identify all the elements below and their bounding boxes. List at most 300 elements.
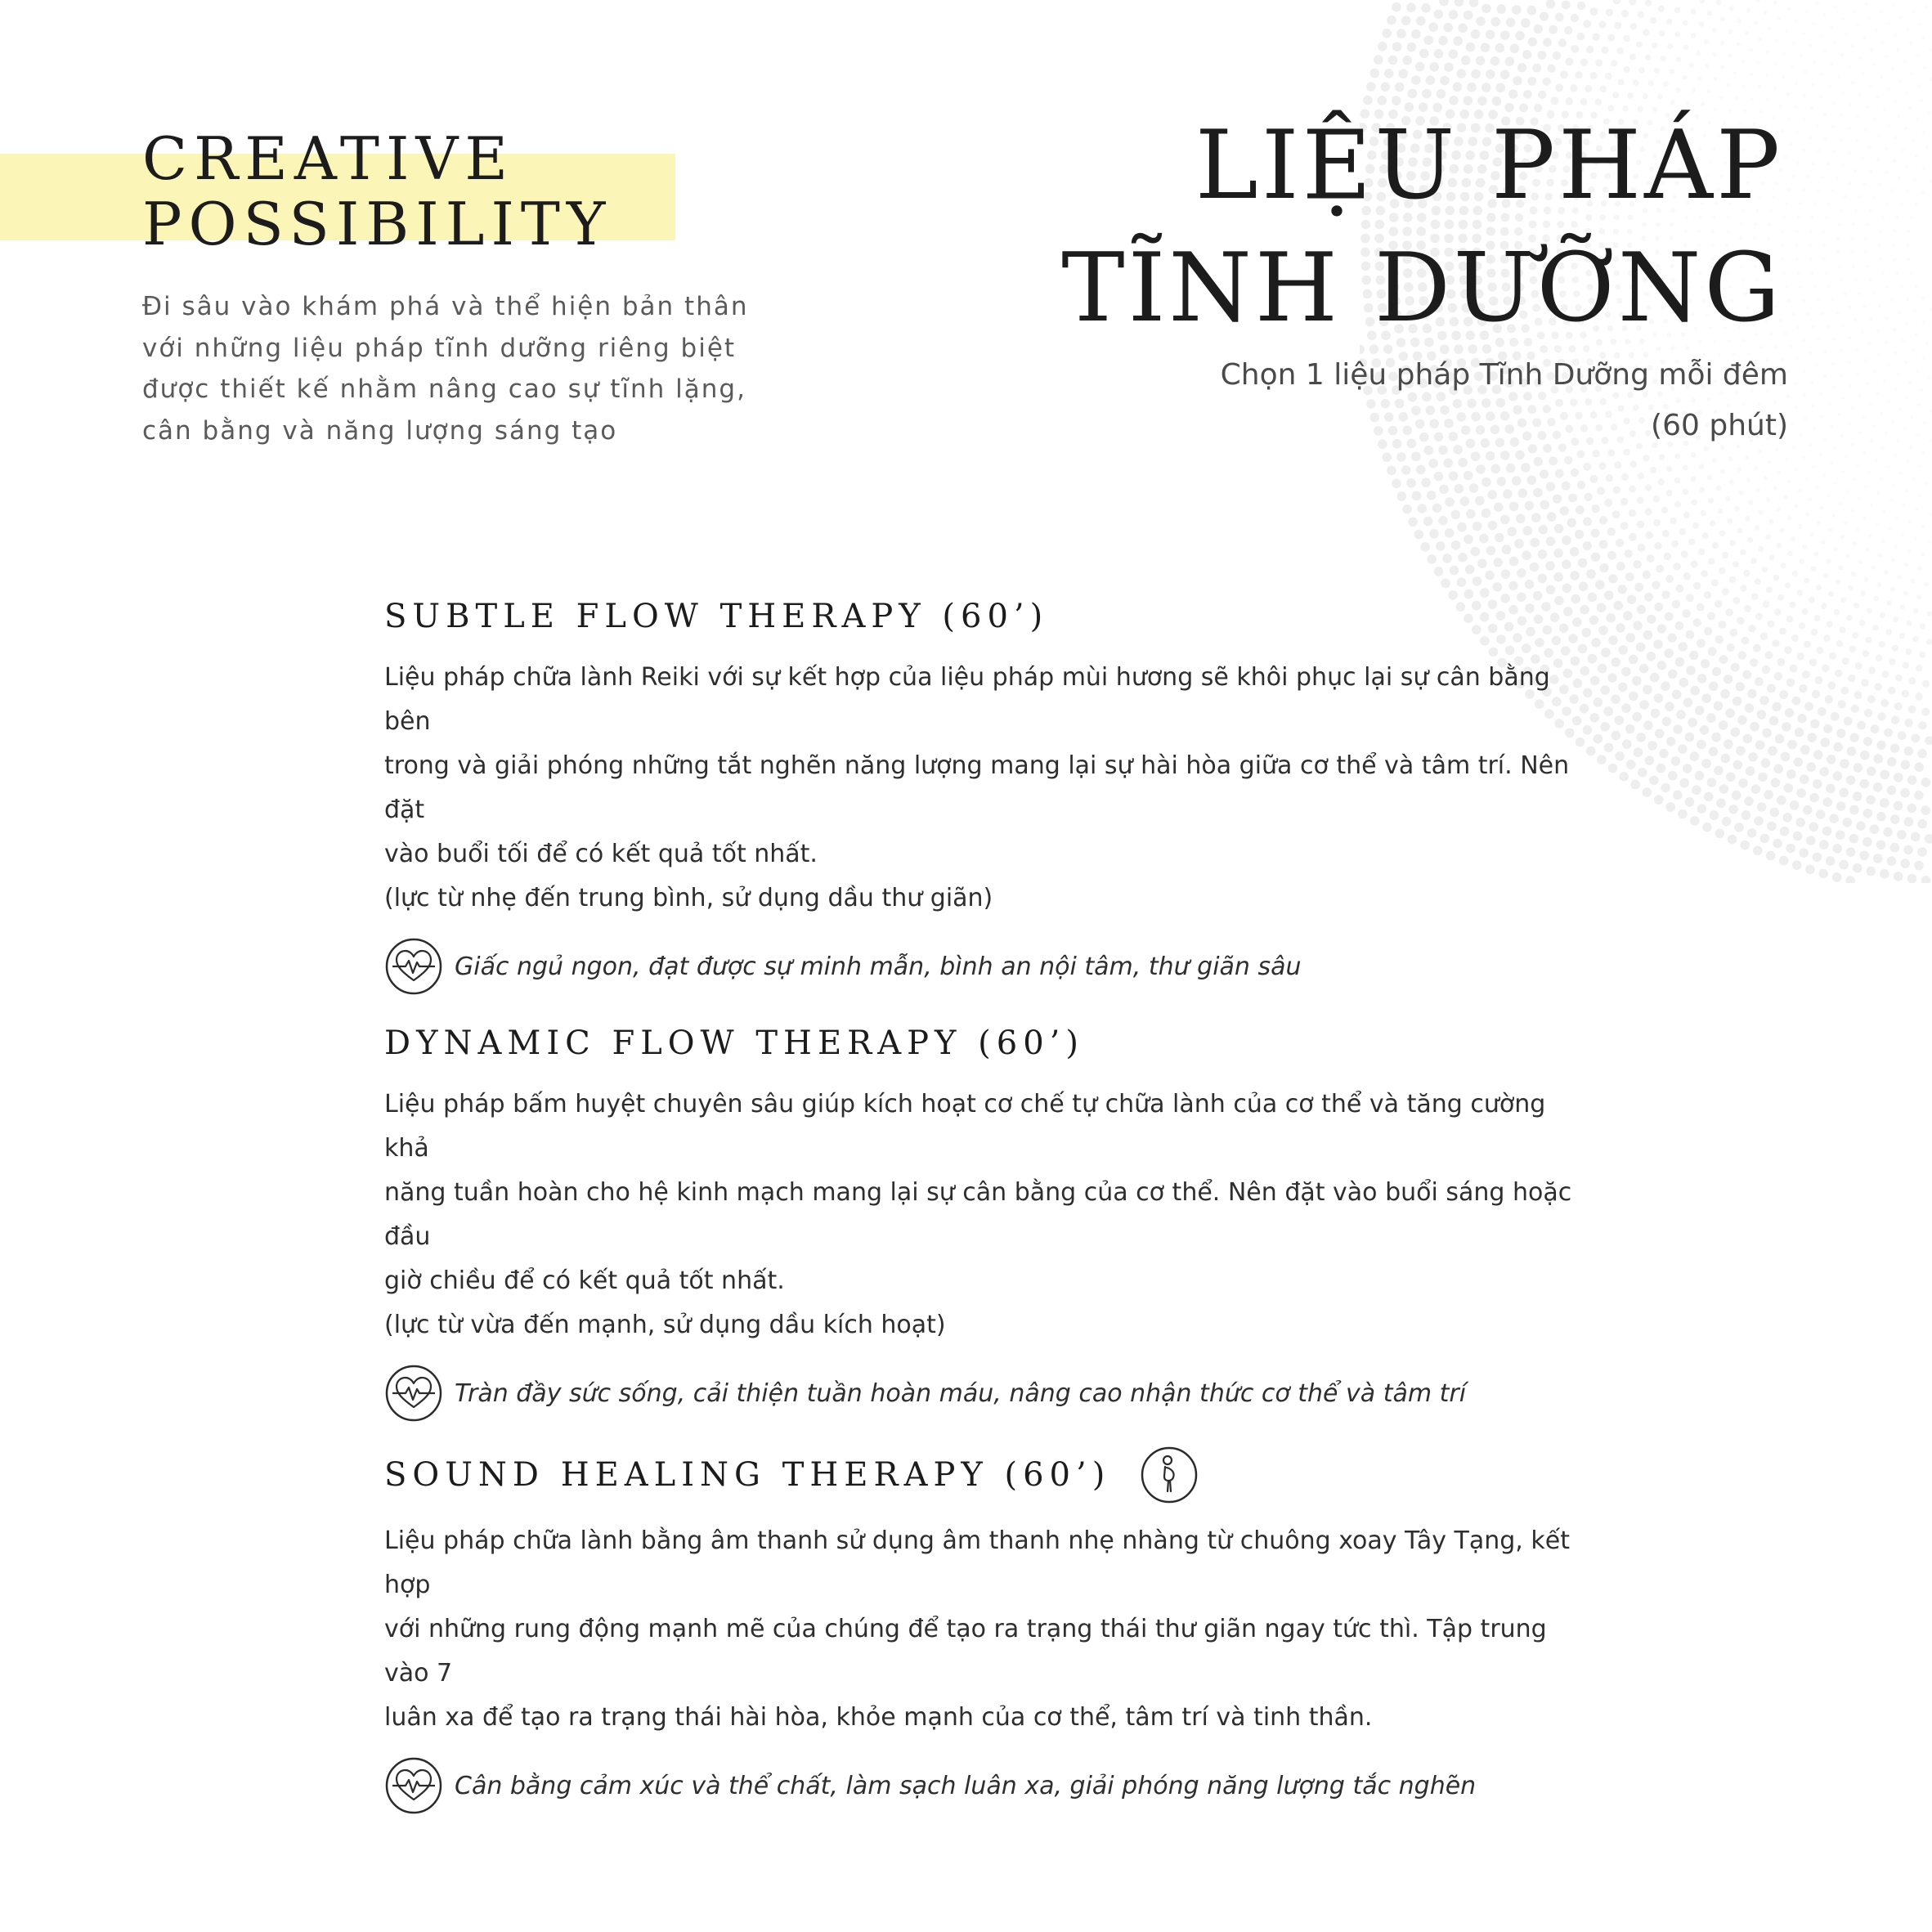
decorative-dot — [1805, 865, 1815, 875]
decorative-dot — [1764, 476, 1768, 480]
decorative-dot — [1858, 195, 1861, 199]
decorative-dot — [1670, 69, 1675, 74]
decorative-dot — [1773, 63, 1777, 66]
decorative-dot — [1620, 522, 1629, 530]
decorative-dot — [1555, 12, 1564, 21]
decorative-dot — [1910, 415, 1913, 419]
decorative-dot — [1765, 74, 1768, 77]
decorative-dot — [1734, 506, 1740, 512]
decorative-dot — [1821, 312, 1824, 315]
decorative-dot — [1643, 29, 1649, 36]
decorative-dot — [1656, 565, 1664, 573]
decorative-dot — [1811, 404, 1814, 407]
decorative-dot — [1654, 795, 1664, 805]
decorative-dot — [1592, 33, 1599, 40]
decorative-dot — [1898, 79, 1902, 83]
decorative-dot — [1614, 461, 1621, 468]
decorative-dot — [1795, 468, 1798, 471]
decorative-dot — [1758, 546, 1764, 552]
decorative-dot — [1486, 451, 1495, 461]
decorative-dot — [1767, 822, 1777, 832]
decorative-dot — [1840, 535, 1845, 539]
decorative-dot — [1873, 754, 1883, 764]
decorative-dot — [1382, 29, 1392, 38]
decorative-dot — [1750, 722, 1759, 732]
decorative-dot — [1803, 393, 1806, 397]
decorative-dot — [1615, 715, 1625, 725]
decorative-dot — [1620, 498, 1628, 505]
decorative-dot — [1500, 69, 1510, 79]
decorative-dot — [1809, 793, 1819, 803]
decorative-dot — [1814, 552, 1819, 557]
decorative-dot — [1868, 209, 1871, 213]
decorative-dot — [1921, 36, 1925, 39]
decorative-dot — [1780, 827, 1790, 836]
decorative-dot — [1654, 542, 1661, 549]
decorative-dot — [1818, 707, 1827, 716]
decorative-dot — [1885, 55, 1888, 58]
decorative-dot — [1627, 92, 1634, 99]
decorative-dot — [1809, 443, 1813, 446]
decorative-dot — [1466, 43, 1476, 52]
decorative-dot — [1822, 50, 1826, 53]
decorative-dot — [1845, 876, 1855, 883]
decorative-dot — [1894, 351, 1897, 354]
decorative-dot — [1612, 510, 1620, 518]
decorative-dot — [1908, 520, 1912, 523]
decorative-dot — [1591, 529, 1600, 538]
decorative-dot — [1905, 648, 1912, 655]
decorative-dot — [1893, 159, 1896, 163]
decorative-dot — [1803, 805, 1813, 815]
decorative-dot — [1919, 652, 1925, 658]
decorative-dot — [1406, 478, 1416, 488]
decorative-dot — [1546, 536, 1556, 546]
decorative-dot — [1921, 451, 1925, 455]
decorative-dot — [1753, 846, 1763, 856]
decorative-dot — [1797, 714, 1806, 723]
decorative-dot — [1726, 83, 1730, 87]
decorative-dot — [1387, 16, 1396, 25]
decorative-dot — [1866, 796, 1876, 805]
decorative-dot — [1869, 170, 1872, 173]
decorative-dot — [1527, 6, 1537, 16]
decorative-dot — [1906, 244, 1909, 247]
decorative-dot — [1711, 733, 1721, 742]
decorative-dot — [1366, 82, 1376, 92]
decorative-dot — [1796, 216, 1800, 219]
decorative-dot — [1644, 593, 1653, 602]
decorative-dot — [1889, 498, 1893, 501]
decorative-dot — [1831, 125, 1835, 128]
decorative-dot — [1858, 559, 1863, 564]
decorative-dot — [1881, 670, 1889, 678]
decorative-dot — [1921, 524, 1925, 527]
decorative-dot — [1792, 446, 1795, 449]
decorative-dot — [1683, 512, 1690, 518]
decorative-dot — [1799, 622, 1806, 630]
decorative-dot — [1518, 489, 1528, 499]
decorative-dot — [1401, 16, 1411, 25]
decorative-dot — [1833, 446, 1836, 450]
decorative-dot — [1664, 648, 1674, 658]
decorative-dot — [1638, 768, 1647, 778]
decorative-dot — [1714, 702, 1724, 711]
decorative-dot — [1450, 566, 1459, 576]
decorative-dot — [1817, 338, 1820, 341]
decorative-dot — [1853, 863, 1863, 873]
decorative-dot — [1481, 4, 1491, 14]
decorative-dot — [1885, 285, 1888, 289]
decorative-dot — [1760, 834, 1770, 844]
decorative-dot — [1622, 739, 1632, 749]
decorative-dot — [1762, 666, 1770, 674]
decorative-dot — [1679, 778, 1689, 788]
decorative-dot — [1473, 576, 1482, 586]
decorative-dot — [1885, 316, 1888, 320]
decorative-dot — [1889, 658, 1896, 666]
decorative-dot — [1580, 58, 1588, 65]
decorative-dot — [1799, 202, 1802, 205]
decorative-dot — [1719, 531, 1726, 537]
decorative-dot — [1667, 634, 1676, 643]
decorative-dot — [1813, 60, 1816, 63]
decorative-dot — [1719, 96, 1724, 100]
decorative-dot — [1894, 872, 1903, 881]
decorative-dot — [1685, 797, 1695, 807]
therapy-description — [384, 1083, 1594, 1347]
decorative-dot — [1744, 796, 1754, 806]
decorative-dot — [1809, 658, 1817, 666]
decorative-dot — [1905, 489, 1908, 492]
decorative-dot — [1706, 713, 1716, 723]
decorative-dot — [1927, 377, 1930, 380]
decorative-dot — [1809, 136, 1812, 139]
decorative-dot — [1426, 75, 1436, 85]
decorative-dot — [1777, 796, 1786, 805]
decorative-dot — [1893, 258, 1896, 261]
decorative-dot — [1707, 11, 1713, 16]
decorative-dot — [1691, 452, 1697, 458]
decorative-dot — [1899, 633, 1906, 639]
decorative-dot — [1901, 338, 1904, 342]
decorative-dot — [1782, 52, 1786, 55]
decorative-dot — [1395, 83, 1405, 92]
decorative-dot — [1785, 458, 1788, 461]
decorative-dot — [1645, 531, 1652, 539]
decorative-dot — [1890, 298, 1894, 302]
decorative-dot — [1494, 503, 1504, 513]
decorative-dot — [1647, 554, 1655, 563]
decorative-dot — [1826, 558, 1831, 563]
decorative-dot — [1816, 647, 1823, 654]
decorative-dot — [1787, 740, 1797, 750]
decorative-dot — [1501, 569, 1511, 579]
decorative-dot — [1891, 715, 1899, 724]
decorative-dot — [1864, 359, 1867, 362]
decorative-dot — [1438, 36, 1448, 46]
decorative-dot — [1791, 536, 1795, 541]
decorative-dot — [1820, 737, 1830, 747]
decorative-dot — [1616, 47, 1624, 54]
decorative-dot — [1811, 566, 1817, 572]
decorative-dot — [1876, 741, 1885, 750]
decorative-dot — [1823, 112, 1827, 115]
decorative-dot — [1922, 167, 1925, 170]
therapy-description — [384, 1519, 1594, 1740]
decorative-dot — [1795, 382, 1798, 385]
decorative-dot — [1773, 764, 1783, 774]
decorative-dot — [1434, 9, 1444, 19]
decorative-dot — [1537, 51, 1546, 60]
decorative-dot — [1858, 394, 1862, 397]
page-subtitle — [1221, 350, 1788, 451]
decorative-dot — [1775, 734, 1785, 744]
decorative-dot — [1804, 641, 1811, 648]
decorative-dot — [1805, 513, 1809, 517]
decorative-dot — [1637, 497, 1644, 504]
decorative-dot — [1691, 476, 1697, 482]
decorative-dot — [1853, 477, 1856, 481]
page-title-line1: LIỆU PHÁP — [1195, 110, 1783, 221]
decorative-dot — [1917, 847, 1927, 857]
decorative-dot — [1577, 451, 1585, 459]
decorative-dot — [1476, 464, 1486, 474]
decorative-dot — [1823, 13, 1827, 16]
decorative-dot — [1709, 682, 1719, 692]
decorative-dot — [1724, 739, 1733, 749]
decorative-dot — [1691, 33, 1697, 38]
decorative-dot — [1726, 773, 1736, 782]
decorative-dot — [1832, 844, 1842, 854]
decorative-dot — [1770, 808, 1780, 818]
decorative-dot — [1755, 525, 1760, 531]
decorative-dot — [1838, 565, 1843, 570]
decorative-dot — [1621, 473, 1629, 481]
decorative-dot — [1747, 689, 1756, 698]
decorative-dot — [1840, 53, 1844, 56]
decorative-dot — [1754, 466, 1758, 470]
decorative-dot — [1493, 582, 1503, 592]
decorative-dot — [1683, 489, 1689, 495]
decorative-dot — [1658, 6, 1665, 12]
decorative-dot — [1816, 486, 1819, 489]
decorative-dot — [1904, 719, 1912, 727]
decorative-dot — [1414, 530, 1424, 540]
decorative-dot — [1632, 676, 1642, 686]
decorative-dot — [1755, 740, 1765, 750]
decorative-dot — [1754, 816, 1764, 826]
decorative-dot — [1748, 625, 1755, 632]
decorative-dot — [1841, 91, 1845, 94]
decorative-dot — [1846, 775, 1856, 785]
decorative-dot — [1928, 512, 1931, 515]
decorative-dot — [1487, 490, 1497, 500]
decorative-dot — [1803, 118, 1806, 121]
decorative-dot — [1908, 381, 1912, 384]
decorative-dot — [1824, 137, 1827, 140]
page-title-line2: TĨNH DƯỠNG — [1061, 233, 1783, 343]
decorative-dot — [1665, 702, 1674, 711]
decorative-dot — [1673, 791, 1683, 800]
decorative-dot — [1883, 827, 1893, 837]
decorative-dot — [1675, 657, 1685, 667]
therapy-pressure-note: (lực từ vừa đến mạnh, sử dụng dầu kích hoạt) — [384, 1311, 946, 1339]
decorative-dot — [1476, 56, 1486, 65]
decorative-dot — [1903, 661, 1910, 669]
decorative-dot — [1777, 594, 1784, 601]
decorative-dot — [1722, 588, 1729, 595]
decorative-dot — [1384, 69, 1394, 78]
decorative-dot — [1895, 515, 1898, 518]
decorative-dot — [1408, 89, 1418, 99]
decorative-dot — [1451, 540, 1461, 550]
decorative-dot — [1399, 69, 1409, 78]
decorative-dot — [1786, 616, 1794, 623]
decorative-dot — [1856, 822, 1866, 832]
decorative-dot — [1840, 278, 1843, 281]
decorative-dot — [1813, 779, 1822, 789]
decorative-dot — [1493, 558, 1503, 567]
decorative-dot — [1833, 41, 1836, 44]
decorative-dot — [1745, 516, 1750, 522]
decorative-dot — [1712, 52, 1717, 57]
decorative-dot — [1745, 455, 1749, 459]
decorative-dot — [1897, 311, 1900, 314]
decorative-dot — [1650, 17, 1656, 24]
decorative-dot — [1887, 757, 1897, 767]
decorative-dot — [1768, 27, 1772, 31]
decorative-dot — [1841, 397, 1845, 400]
decorative-dot — [1719, 784, 1729, 794]
decorative-dot — [1396, 29, 1406, 38]
decorative-dot — [1809, 230, 1812, 233]
decorative-dot — [1598, 664, 1607, 674]
decorative-dot — [1643, 787, 1652, 797]
decorative-dot — [1922, 130, 1925, 133]
decorative-dot — [1897, 114, 1900, 118]
decorative-dot — [1672, 690, 1682, 700]
decorative-dot — [1451, 510, 1461, 520]
decorative-dot — [1769, 716, 1779, 726]
decorative-dot — [1854, 763, 1863, 773]
decorative-dot — [1668, 670, 1678, 679]
decorative-dot — [1720, 16, 1725, 21]
decorative-dot — [1623, 611, 1633, 621]
decorative-dot — [1836, 640, 1844, 648]
decorative-dot — [1481, 477, 1491, 487]
decorative-dot — [1715, 0, 1721, 5]
decorative-dot — [1614, 22, 1621, 29]
decorative-dot — [1562, 536, 1571, 545]
decorative-dot — [1775, 39, 1778, 43]
therapy-description-line: Liệu pháp bấm huyệt chuyên sâu giúp kích hoạt cơ chế tự chữa lành của cơ thể và tăng cường khả — [384, 1090, 1546, 1163]
therapy-dynamic-flow — [384, 1019, 1594, 1423]
decorative-dot — [1577, 2, 1585, 10]
decorative-dot — [1864, 709, 1872, 717]
decorative-dot — [1815, 363, 1818, 366]
decorative-dot — [1591, 553, 1600, 562]
decorative-dot — [1804, 70, 1807, 74]
decorative-dot — [1728, 805, 1738, 814]
decorative-dot — [1838, 700, 1846, 708]
decorative-dot — [1653, 495, 1661, 503]
decorative-dot — [1845, 490, 1849, 493]
decorative-dot — [1416, 16, 1426, 26]
decorative-dot — [1522, 551, 1531, 561]
decorative-dot — [1908, 106, 1912, 110]
decorative-dot — [1453, 83, 1463, 92]
decorative-dot — [1755, 677, 1764, 686]
decorative-dot — [1790, 800, 1800, 810]
decorative-dot — [1928, 540, 1931, 544]
decorative-dot — [1927, 110, 1930, 114]
decorative-dot — [1645, 55, 1652, 61]
decorative-dot — [1666, 737, 1676, 746]
decorative-dot — [1811, 162, 1814, 165]
decorative-dot — [1885, 202, 1888, 205]
decorative-dot — [1585, 85, 1592, 92]
decorative-dot — [1633, 621, 1643, 630]
decorative-dot — [1618, 683, 1628, 693]
decorative-dot — [1923, 65, 1926, 69]
decorative-dot — [1621, 703, 1631, 713]
decorative-dot — [1836, 236, 1840, 240]
decorative-dot — [1443, 23, 1453, 33]
decorative-dot — [1819, 453, 1822, 456]
decorative-dot — [1910, 271, 1913, 275]
therapy-subtle-flow — [384, 592, 1594, 996]
decorative-dot — [1862, 71, 1865, 74]
decorative-dot — [1738, 651, 1746, 659]
decorative-dot — [1441, 579, 1450, 589]
decorative-dot — [1663, 81, 1669, 87]
decorative-dot — [1823, 230, 1827, 233]
decorative-dot — [1795, 258, 1798, 261]
decorative-dot — [1746, 766, 1755, 776]
decorative-dot — [1598, 462, 1606, 469]
decorative-dot — [1885, 629, 1892, 635]
decorative-dot — [1903, 60, 1907, 63]
decorative-dot — [1887, 87, 1890, 91]
decorative-dot — [1560, 506, 1569, 515]
decorative-dot — [1873, 782, 1883, 792]
decorative-dot — [1893, 616, 1898, 622]
decorative-dot — [1779, 628, 1786, 635]
decorative-dot — [1664, 553, 1671, 560]
decorative-dot — [1516, 514, 1526, 524]
decorative-dot — [1766, 98, 1769, 101]
decorative-dot — [1712, 667, 1721, 676]
decorative-dot — [1629, 533, 1637, 541]
therapy-benefit — [384, 937, 1594, 996]
decorative-dot — [1906, 298, 1909, 301]
decorative-dot — [1597, 603, 1607, 612]
decorative-dot — [1885, 146, 1888, 150]
decorative-dot — [1515, 31, 1525, 41]
decorative-dot — [1671, 756, 1681, 766]
decorative-dot — [1844, 195, 1847, 199]
decorative-dot — [1693, 582, 1701, 589]
decorative-dot — [1863, 451, 1866, 455]
decorative-dot — [1378, 96, 1387, 105]
decorative-dot — [1748, 500, 1753, 505]
decorative-dot — [1849, 645, 1857, 652]
decorative-dot — [1650, 467, 1656, 473]
decorative-dot — [1473, 522, 1482, 531]
decorative-dot — [1806, 175, 1809, 178]
decorative-dot — [1863, 516, 1866, 519]
